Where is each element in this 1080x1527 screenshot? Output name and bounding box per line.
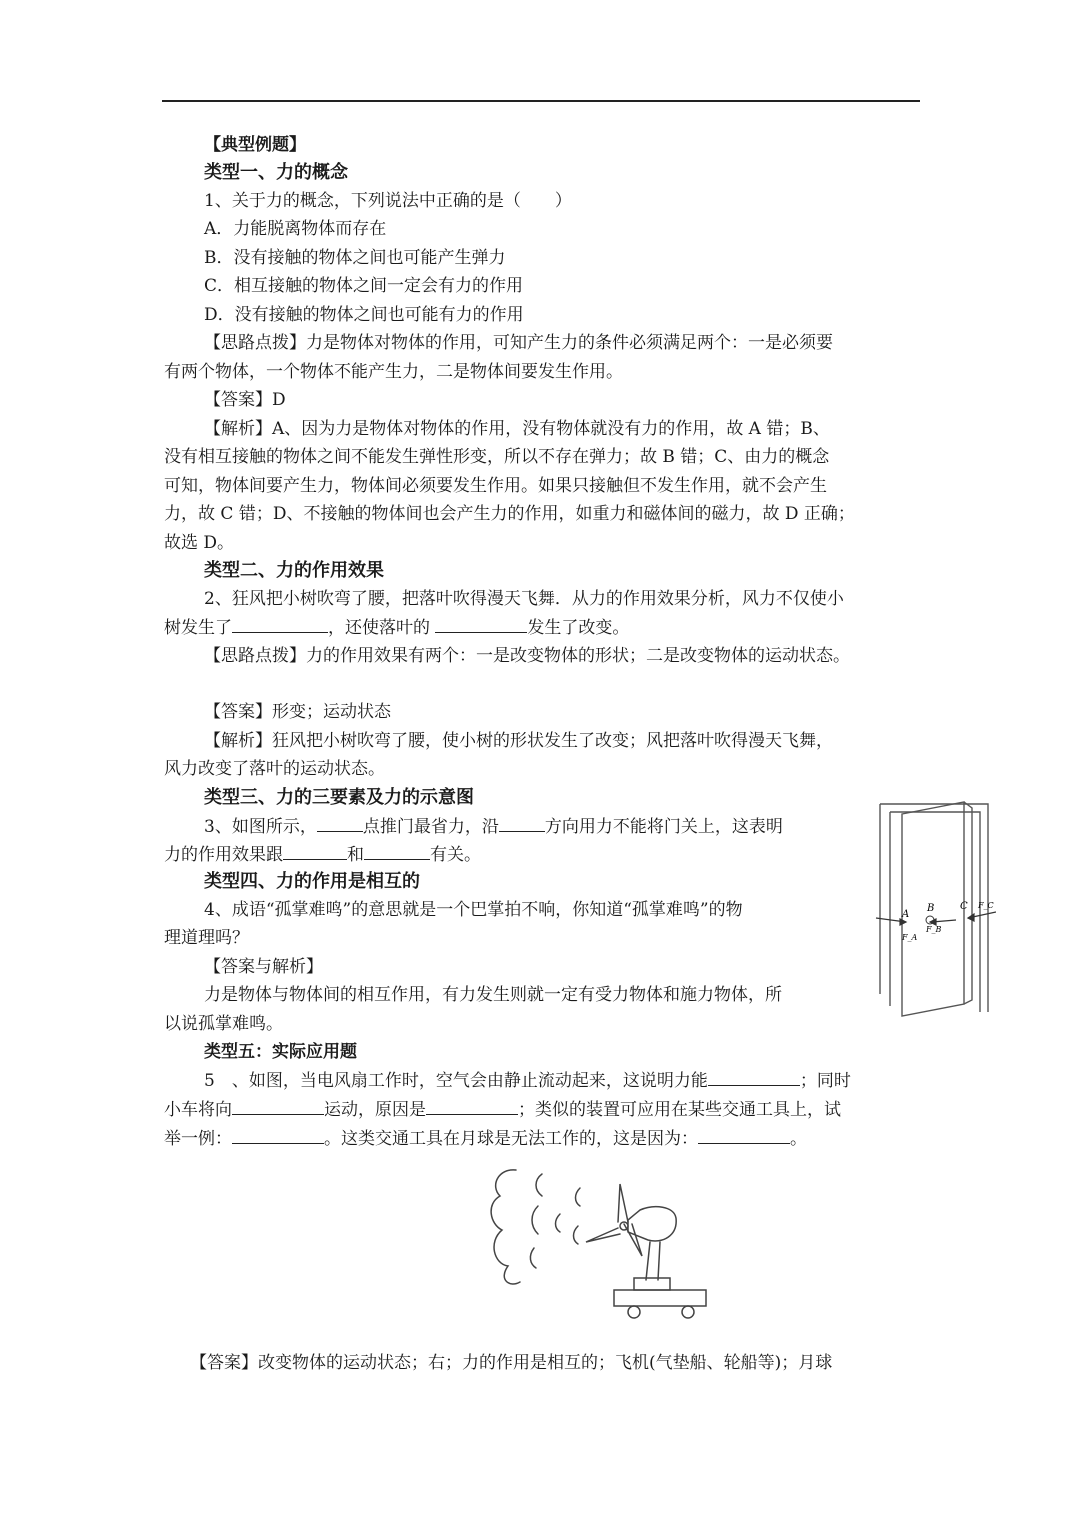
fan-base: [634, 1278, 670, 1290]
answer-4-title: 【答案与解析】: [204, 957, 323, 977]
type3-heading: 类型三、力的三要素及力的示意图: [204, 787, 474, 808]
q5-text-g: 。这类交通工具在月球是无法工作的，这是因为：: [324, 1129, 698, 1149]
analysis-1-line1: 【解析】A、因为力是物体对物体的作用，没有物体就没有力的作用，故 A 错；B、: [204, 419, 830, 439]
question-4-line2: 理道理吗？: [164, 928, 249, 948]
question-5-line3: [164, 1127, 807, 1150]
analysis-1-line4: 力，故 C 错；D、不接触的物体间也会产生力的作用，如重力和磁体间的磁力，故 D 正确；: [164, 504, 855, 524]
door-figure: [872, 794, 996, 1018]
answer-4-line1: 力是物体与物体间的相互作用，有力发生则就一定有受力物体和施力物体，所: [204, 985, 782, 1005]
air-stroke: [574, 1226, 579, 1244]
answer-blank[interactable]: [435, 616, 527, 633]
answer-blank[interactable]: [283, 843, 347, 860]
cart-wheel: [628, 1306, 640, 1318]
air-stroke: [532, 1206, 538, 1234]
fan-blade: [586, 1228, 620, 1242]
air-stroke: [536, 1174, 542, 1196]
answer-1: 【答案】D: [204, 390, 286, 410]
type2-heading: 类型二、力的作用效果: [204, 560, 384, 581]
label-b: B: [927, 903, 935, 914]
air-stroke: [556, 1214, 561, 1232]
q5-text-f: 举一例：: [164, 1129, 232, 1149]
label-fb: F_B: [926, 925, 942, 934]
q3-text-a: 3、如图所示，: [204, 817, 317, 837]
answer-blank[interactable]: [232, 616, 328, 633]
question-4-line1: 4、成语“孤掌难鸣”的意思就是一个巴掌拍不响，你知道“孤掌难鸣”的物: [204, 900, 743, 920]
question-2-line1: 2、狂风把小树吹弯了腰，把落叶吹得漫天飞舞．从力的作用效果分析，风力不仅使小: [204, 589, 844, 609]
q5-text-d: 运动，原因是: [324, 1100, 426, 1120]
answer-blank[interactable]: [317, 815, 363, 832]
question-2-line2: [164, 616, 629, 639]
answer-blank[interactable]: [426, 1098, 518, 1115]
q5-text-e: ；类似的装置可应用在某些交通工具上，试: [518, 1100, 841, 1120]
answer-blank[interactable]: [232, 1098, 324, 1115]
cart-body: [614, 1290, 706, 1306]
hint-2: 【思路点拨】力的作用效果有两个：一是改变物体的形状；二是改变物体的运动状态。: [204, 646, 850, 666]
q5-text-a: 5 、如图，当电风扇工作时，空气会由静止流动起来，这说明力能: [204, 1071, 708, 1091]
label-a: A: [902, 909, 910, 920]
air-cloud: [491, 1170, 520, 1284]
answer-4-line2: 以说孤掌难鸣。: [164, 1014, 283, 1034]
q5-text-c: 小车将向: [164, 1100, 232, 1120]
hint-1-line2: 有两个物体，一个物体不能产生力，二是物体间要发生作用。: [164, 362, 623, 382]
q3-text-c: 方向用力不能将门关上，这表明: [544, 817, 783, 837]
answer-blank[interactable]: [232, 1127, 324, 1144]
question-3-line2: [164, 843, 481, 866]
answer-blank[interactable]: [364, 843, 430, 860]
label-fa: F_A: [902, 933, 918, 942]
q2-text-b: ，还使落叶的: [328, 618, 430, 638]
answer-blank[interactable]: [698, 1127, 790, 1144]
fan-cart-figure: [484, 1160, 724, 1320]
analysis-1-line3: 可知，物体间要产生力，物体间必须要发生作用。如果只接触但不发生作用，就不会产生: [164, 476, 827, 496]
air-stroke: [576, 1188, 581, 1206]
q2-text-a: 树发生了: [164, 618, 232, 638]
analysis-1-line2: 没有相互接触的物体之间不能发生弹性形变，所以不存在弹力；故 B 错；C、由力的概念: [164, 447, 830, 467]
q3-text-b: 点推门最省力，沿: [362, 817, 499, 837]
analysis-2-line2: 风力改变了落叶的运动状态。: [164, 759, 385, 779]
type1-heading: 类型一、力的概念: [204, 162, 348, 183]
q5-text-b: ；同时: [799, 1071, 851, 1091]
answer-blank[interactable]: [708, 1069, 800, 1086]
fan-blade: [618, 1184, 628, 1222]
header-rule: [162, 100, 920, 102]
question-1: 1、关于力的概念，下列说法中正确的是（ ）: [204, 191, 572, 211]
question-3-line1: [204, 815, 783, 838]
answer-5: 【答案】改变物体的运动状态；右；力的作用是相互的；飞机(气垫船、轮船等)；月球: [190, 1353, 833, 1373]
fan-stand: [646, 1242, 660, 1280]
option-a: A．力能脱离物体而存在: [204, 219, 387, 239]
option-b: B．没有接触的物体之间也可能产生弹力: [204, 248, 506, 268]
q3-text-d: 力的作用效果跟: [164, 845, 283, 865]
type4-heading: 类型四、力的作用是相互的: [204, 871, 420, 892]
analysis-2-line1: 【解析】狂风把小树吹弯了腰，使小树的形状发生了改变；风把落叶吹得漫天飞舞，: [204, 731, 833, 751]
option-d: D．没有接触的物体之间也可能有力的作用: [204, 305, 524, 325]
analysis-1-line5: 故选 D。: [164, 533, 235, 553]
option-c: C．相互接触的物体之间一定会有力的作用: [204, 276, 524, 296]
q3-text-f: 有关。: [430, 845, 481, 865]
answer-blank[interactable]: [499, 815, 545, 832]
q2-text-c: 发生了改变。: [527, 618, 630, 638]
type5-heading: 类型五：实际应用题: [204, 1042, 357, 1062]
fan-hub: [620, 1222, 628, 1230]
label-c: C: [960, 901, 968, 912]
hint-1-line1: 【思路点拨】力是物体对物体的作用，可知产生力的条件必须满足两个：一是必须要: [204, 333, 833, 353]
question-5-line1: [204, 1069, 851, 1092]
q3-text-e: 和: [347, 845, 364, 865]
air-stroke: [530, 1248, 536, 1268]
cart-wheel: [682, 1306, 694, 1318]
section-title: 【典型例题】: [204, 135, 306, 155]
q5-text-h: 。: [790, 1129, 807, 1149]
answer-2: 【答案】形变；运动状态: [204, 702, 391, 722]
label-fc: F_C: [978, 901, 994, 910]
question-5-line2: [164, 1098, 841, 1121]
